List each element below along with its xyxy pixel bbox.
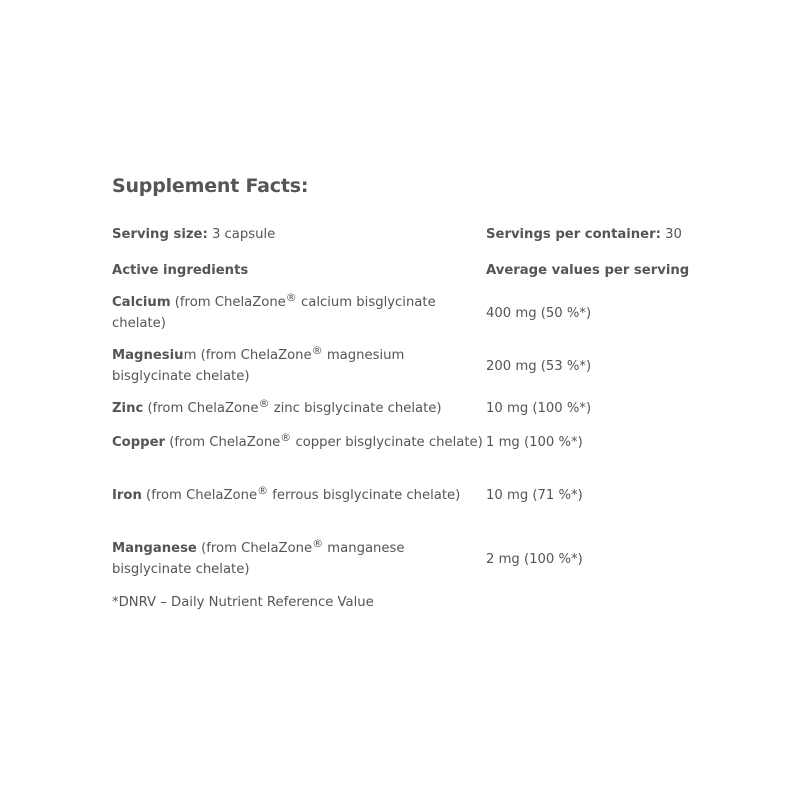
ingredient-source: (from ChelaZone [196, 348, 312, 363]
registered-mark: ® [258, 397, 270, 410]
serving-size-value: 3 capsule [207, 227, 276, 242]
ingredient-form: manganese bisglycinate chelate) [112, 541, 405, 577]
ingredient-value: 10 mg (71 %*) [486, 488, 583, 503]
page-title: Supplement Facts: [112, 175, 309, 197]
supplement-facts-panel [112, 174, 732, 610]
registered-mark: ® [285, 291, 297, 304]
ingredient-name: Iron [112, 488, 142, 503]
registered-mark: ® [312, 537, 324, 550]
ingredient-source: (from ChelaZone [170, 295, 286, 310]
registered-mark: ® [257, 484, 269, 497]
dnrv-footnote: *DNRV – Daily Nutrient Reference Value [112, 595, 374, 610]
ingredient-description [112, 398, 486, 419]
ingredient-name: Magnesiu [112, 348, 184, 363]
registered-mark: ® [311, 344, 323, 357]
ingredient-row-iron [112, 485, 732, 506]
ingredient-form: zinc bisglycinate chelate) [269, 401, 442, 416]
column-headers [112, 260, 732, 281]
ingredient-row-calcium [112, 292, 732, 334]
ingredient-name-tail: m [183, 348, 197, 363]
ingredient-form: calcium bisglycinate chelate) [112, 295, 436, 331]
ingredient-form: copper bisglycinate chelate) [291, 435, 483, 450]
ingredient-description [112, 432, 486, 453]
ingredient-row-zinc [112, 398, 732, 419]
ingredient-name: Manganese [112, 541, 197, 556]
ingredient-value: 2 mg (100 %*) [486, 551, 583, 567]
average-values-header: Average values per serving [486, 263, 690, 278]
servings-per-container-label: Servings per container: [486, 227, 661, 242]
ingredient-source: (from ChelaZone [165, 435, 281, 450]
ingredient-description [112, 345, 486, 387]
ingredient-description [112, 538, 486, 580]
registered-mark: ® [280, 431, 292, 444]
ingredient-row-magnesium [112, 345, 732, 387]
ingredient-value: 200 mg (53 %*) [486, 358, 592, 374]
ingredient-source: (from ChelaZone [141, 488, 258, 503]
ingredient-row-manganese [112, 538, 732, 580]
ingredient-row-copper [112, 432, 732, 453]
ingredient-source: (from ChelaZone [196, 541, 313, 556]
servings-per-container-value: 30 [660, 227, 682, 242]
servings-per-container [486, 224, 732, 245]
ingredient-source: (from ChelaZone [143, 401, 259, 416]
ingredient-description [112, 485, 486, 506]
ingredient-form: magnesium bisglycinate chelate) [112, 348, 405, 384]
ingredient-name: Calcium [112, 295, 171, 310]
ingredient-name: Zinc [112, 401, 144, 416]
ingredient-description [112, 292, 486, 334]
serving-size [112, 224, 486, 245]
ingredient-form: ferrous bisglycinate chelate) [268, 488, 461, 503]
ingredient-value: 1 mg (100 %*) [486, 435, 583, 450]
ingredient-name: Copper [112, 435, 166, 450]
ingredient-value: 400 mg (50 %*) [486, 305, 592, 321]
active-ingredients-header: Active ingredients [112, 263, 249, 278]
serving-row [112, 224, 732, 245]
ingredient-value: 10 mg (100 %*) [486, 401, 592, 416]
serving-size-label: Serving size: [112, 227, 208, 242]
